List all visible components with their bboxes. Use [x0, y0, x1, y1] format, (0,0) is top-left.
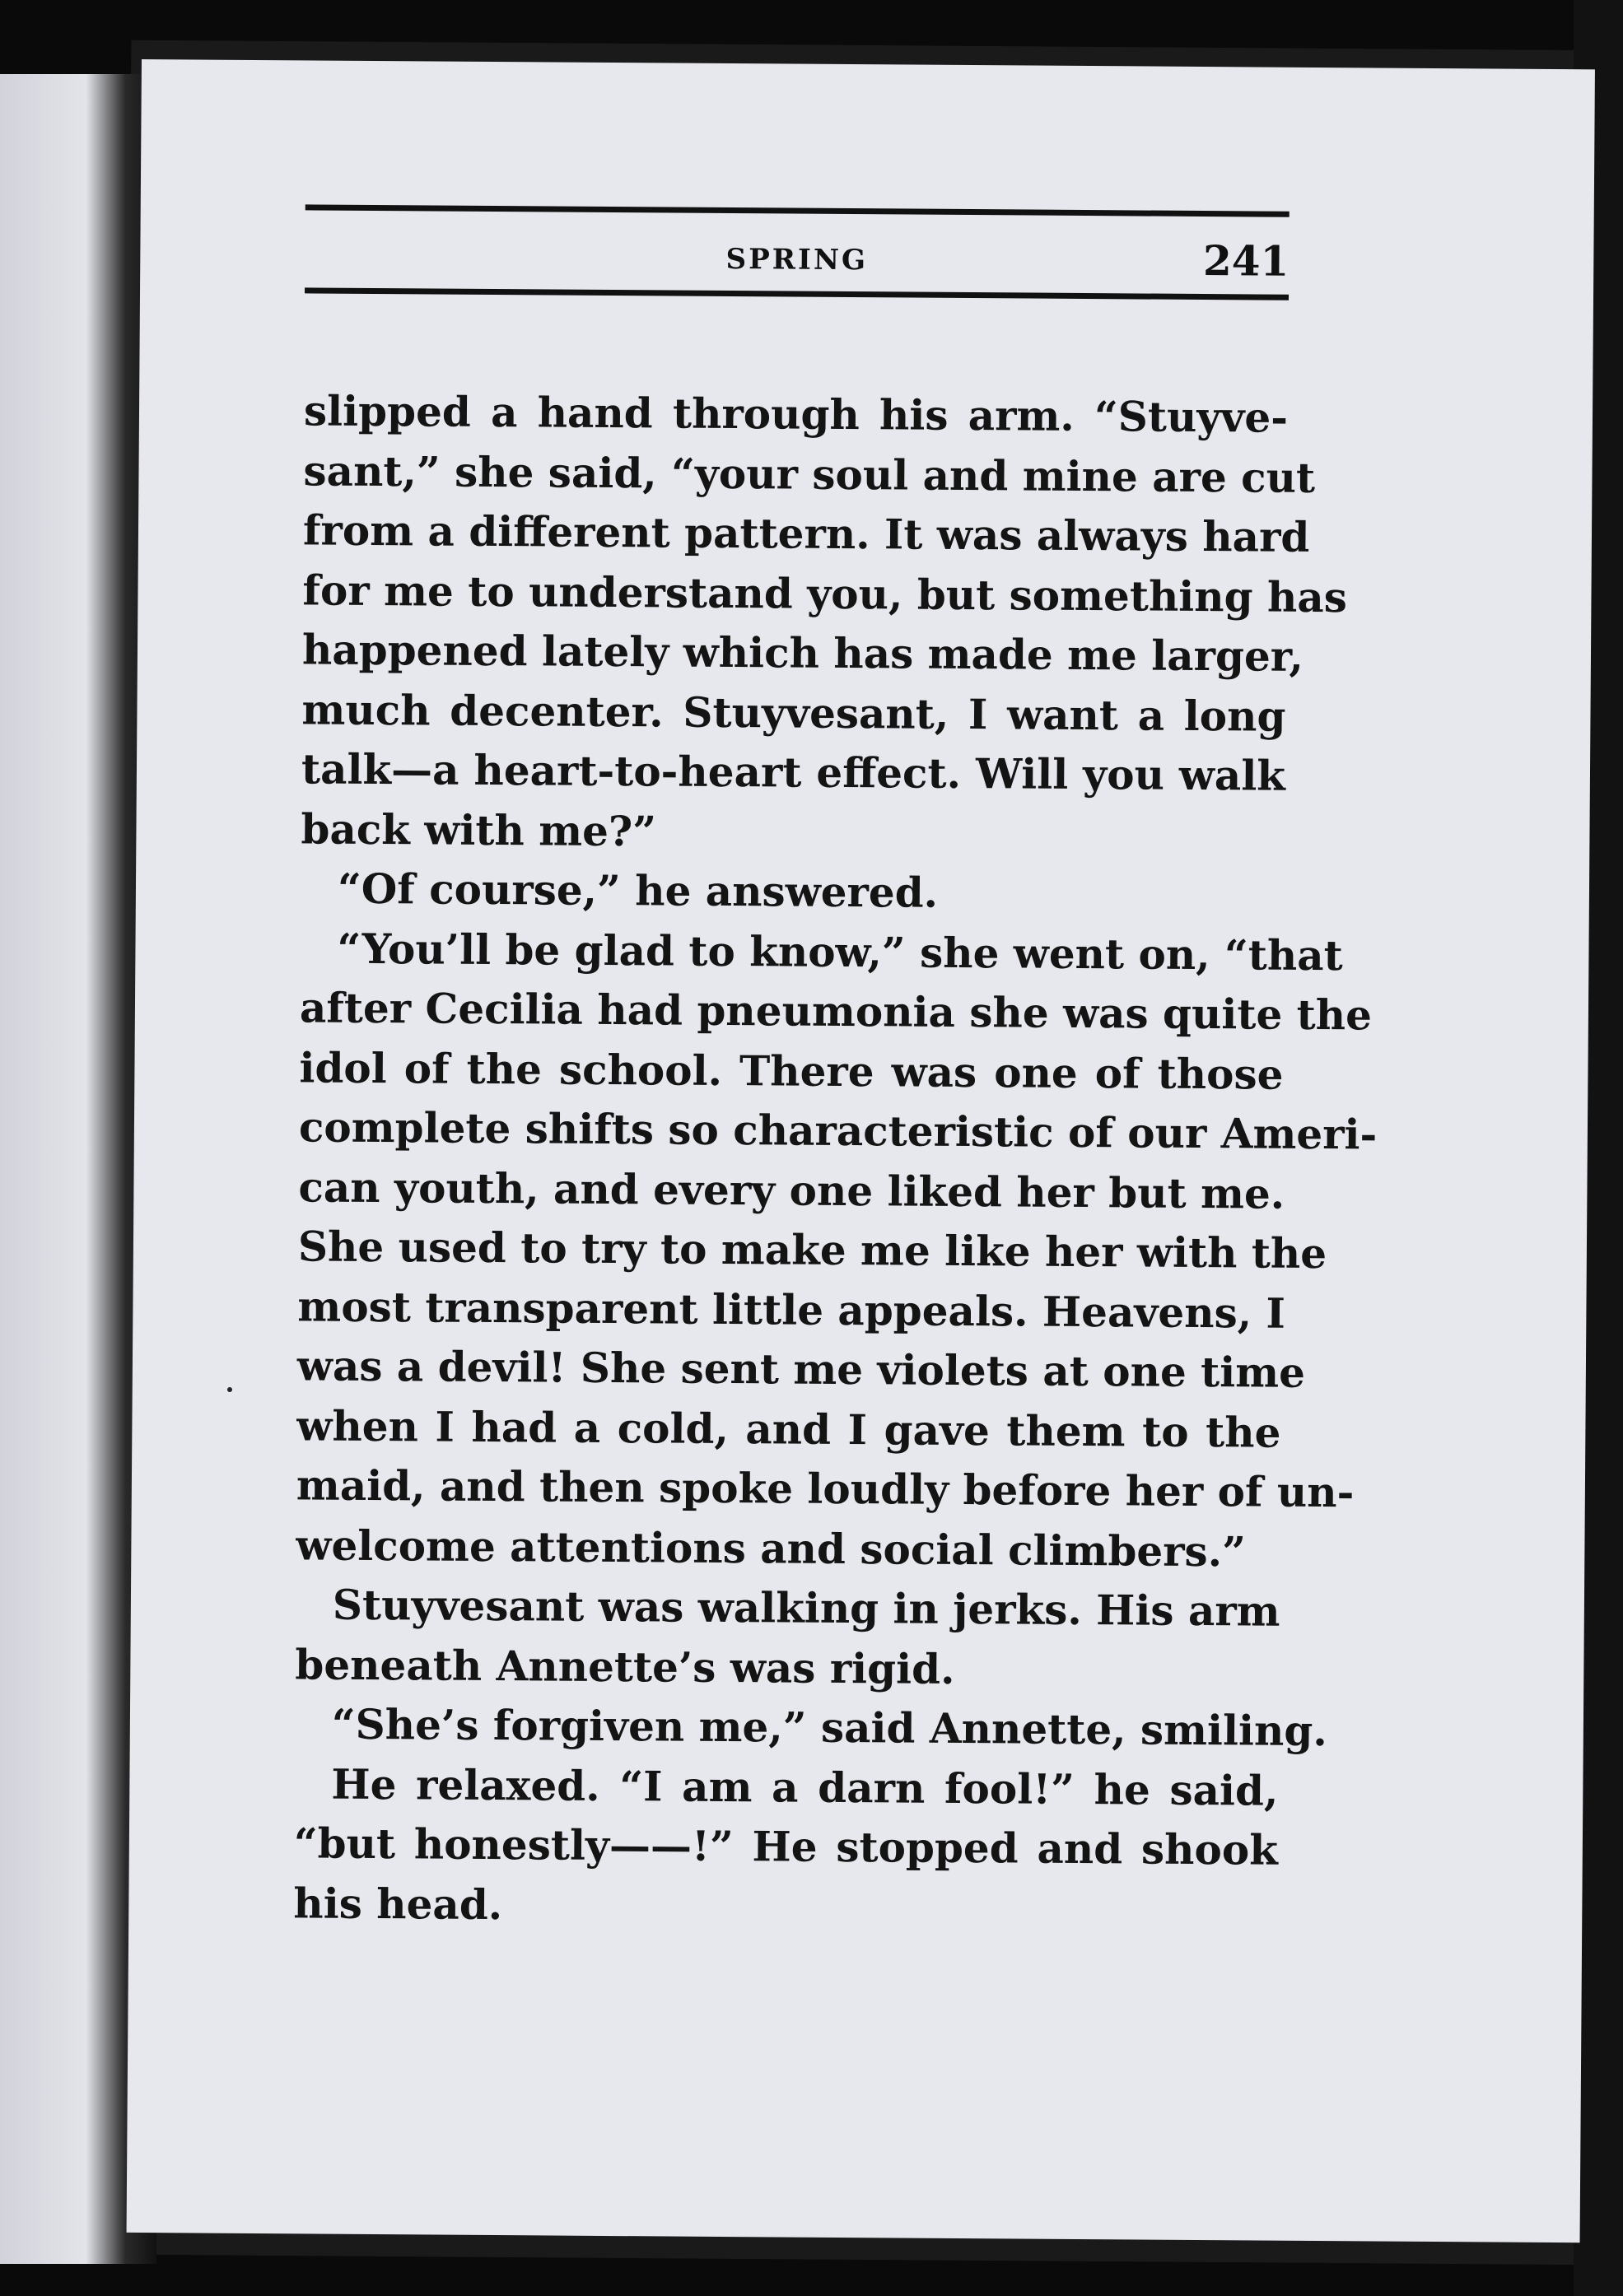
header-rule-top — [305, 204, 1290, 217]
text-line: welcome attentions and social climbers.” — [296, 1520, 1247, 1576]
text-line: Stuyvesant was walking in jerks. His arm — [332, 1580, 1280, 1636]
paper-speck — [227, 1387, 232, 1392]
text-line: when I had a cold, and I gave them to the — [296, 1400, 1281, 1457]
text-line: “Of course,” he answered. — [337, 864, 939, 917]
text-line: beneath Annette’s was rigid. — [295, 1639, 955, 1693]
text-line: can youth, and every one liked her but me. — [298, 1162, 1285, 1218]
text-line: after Cecilia had pneumonia she was quite the — [299, 983, 1373, 1040]
text-line: “She’s forgiven me,” said Annette, smiling. — [331, 1699, 1327, 1756]
text-line: for me to understand you, but something has — [302, 565, 1348, 622]
text-line: much decenter. Stuyvesant, I want a long — [301, 684, 1286, 741]
header-rule-bottom — [305, 287, 1289, 300]
book-page — [127, 59, 1595, 2242]
text-line: sant,” she said, “your soul and mine are cut — [303, 445, 1316, 502]
text-line: She used to try to make me like her with the — [297, 1222, 1327, 1278]
text-line: happened lately which has made me larger, — [301, 625, 1304, 681]
text-line: “You’ll be glad to know,” she went on, “that — [337, 924, 1343, 980]
text-line: slipped a hand through his arm. “Stuyve- — [303, 386, 1289, 442]
body-text — [293, 381, 1378, 1940]
text-line: maid, and then spoke loudly before her of un- — [296, 1460, 1355, 1517]
text-line: from a different pattern. It was always hard — [302, 505, 1310, 561]
page-number: 241 — [1202, 236, 1290, 286]
chapter-title: SPRING — [725, 242, 869, 277]
text-line: He relaxed. “I am a darn fool!” he said, — [331, 1759, 1279, 1815]
text-line: was a devil! She sent me violets at one time — [296, 1341, 1306, 1397]
running-head — [305, 204, 1290, 300]
header-row — [305, 226, 1289, 289]
text-line: “but honestly——!” He stopped and shook — [293, 1819, 1279, 1875]
text-line: most transparent little appeals. Heavens, I — [297, 1281, 1286, 1338]
text-line: idol of the school. There was one of those — [299, 1042, 1284, 1099]
text-line: complete shifts so characteristic of our Ameri- — [298, 1102, 1378, 1159]
text-line: back with me?” — [301, 803, 657, 855]
text-line: his head. — [293, 1878, 503, 1929]
text-line: talk—a heart-to-heart effect. Will you walk — [301, 744, 1286, 800]
